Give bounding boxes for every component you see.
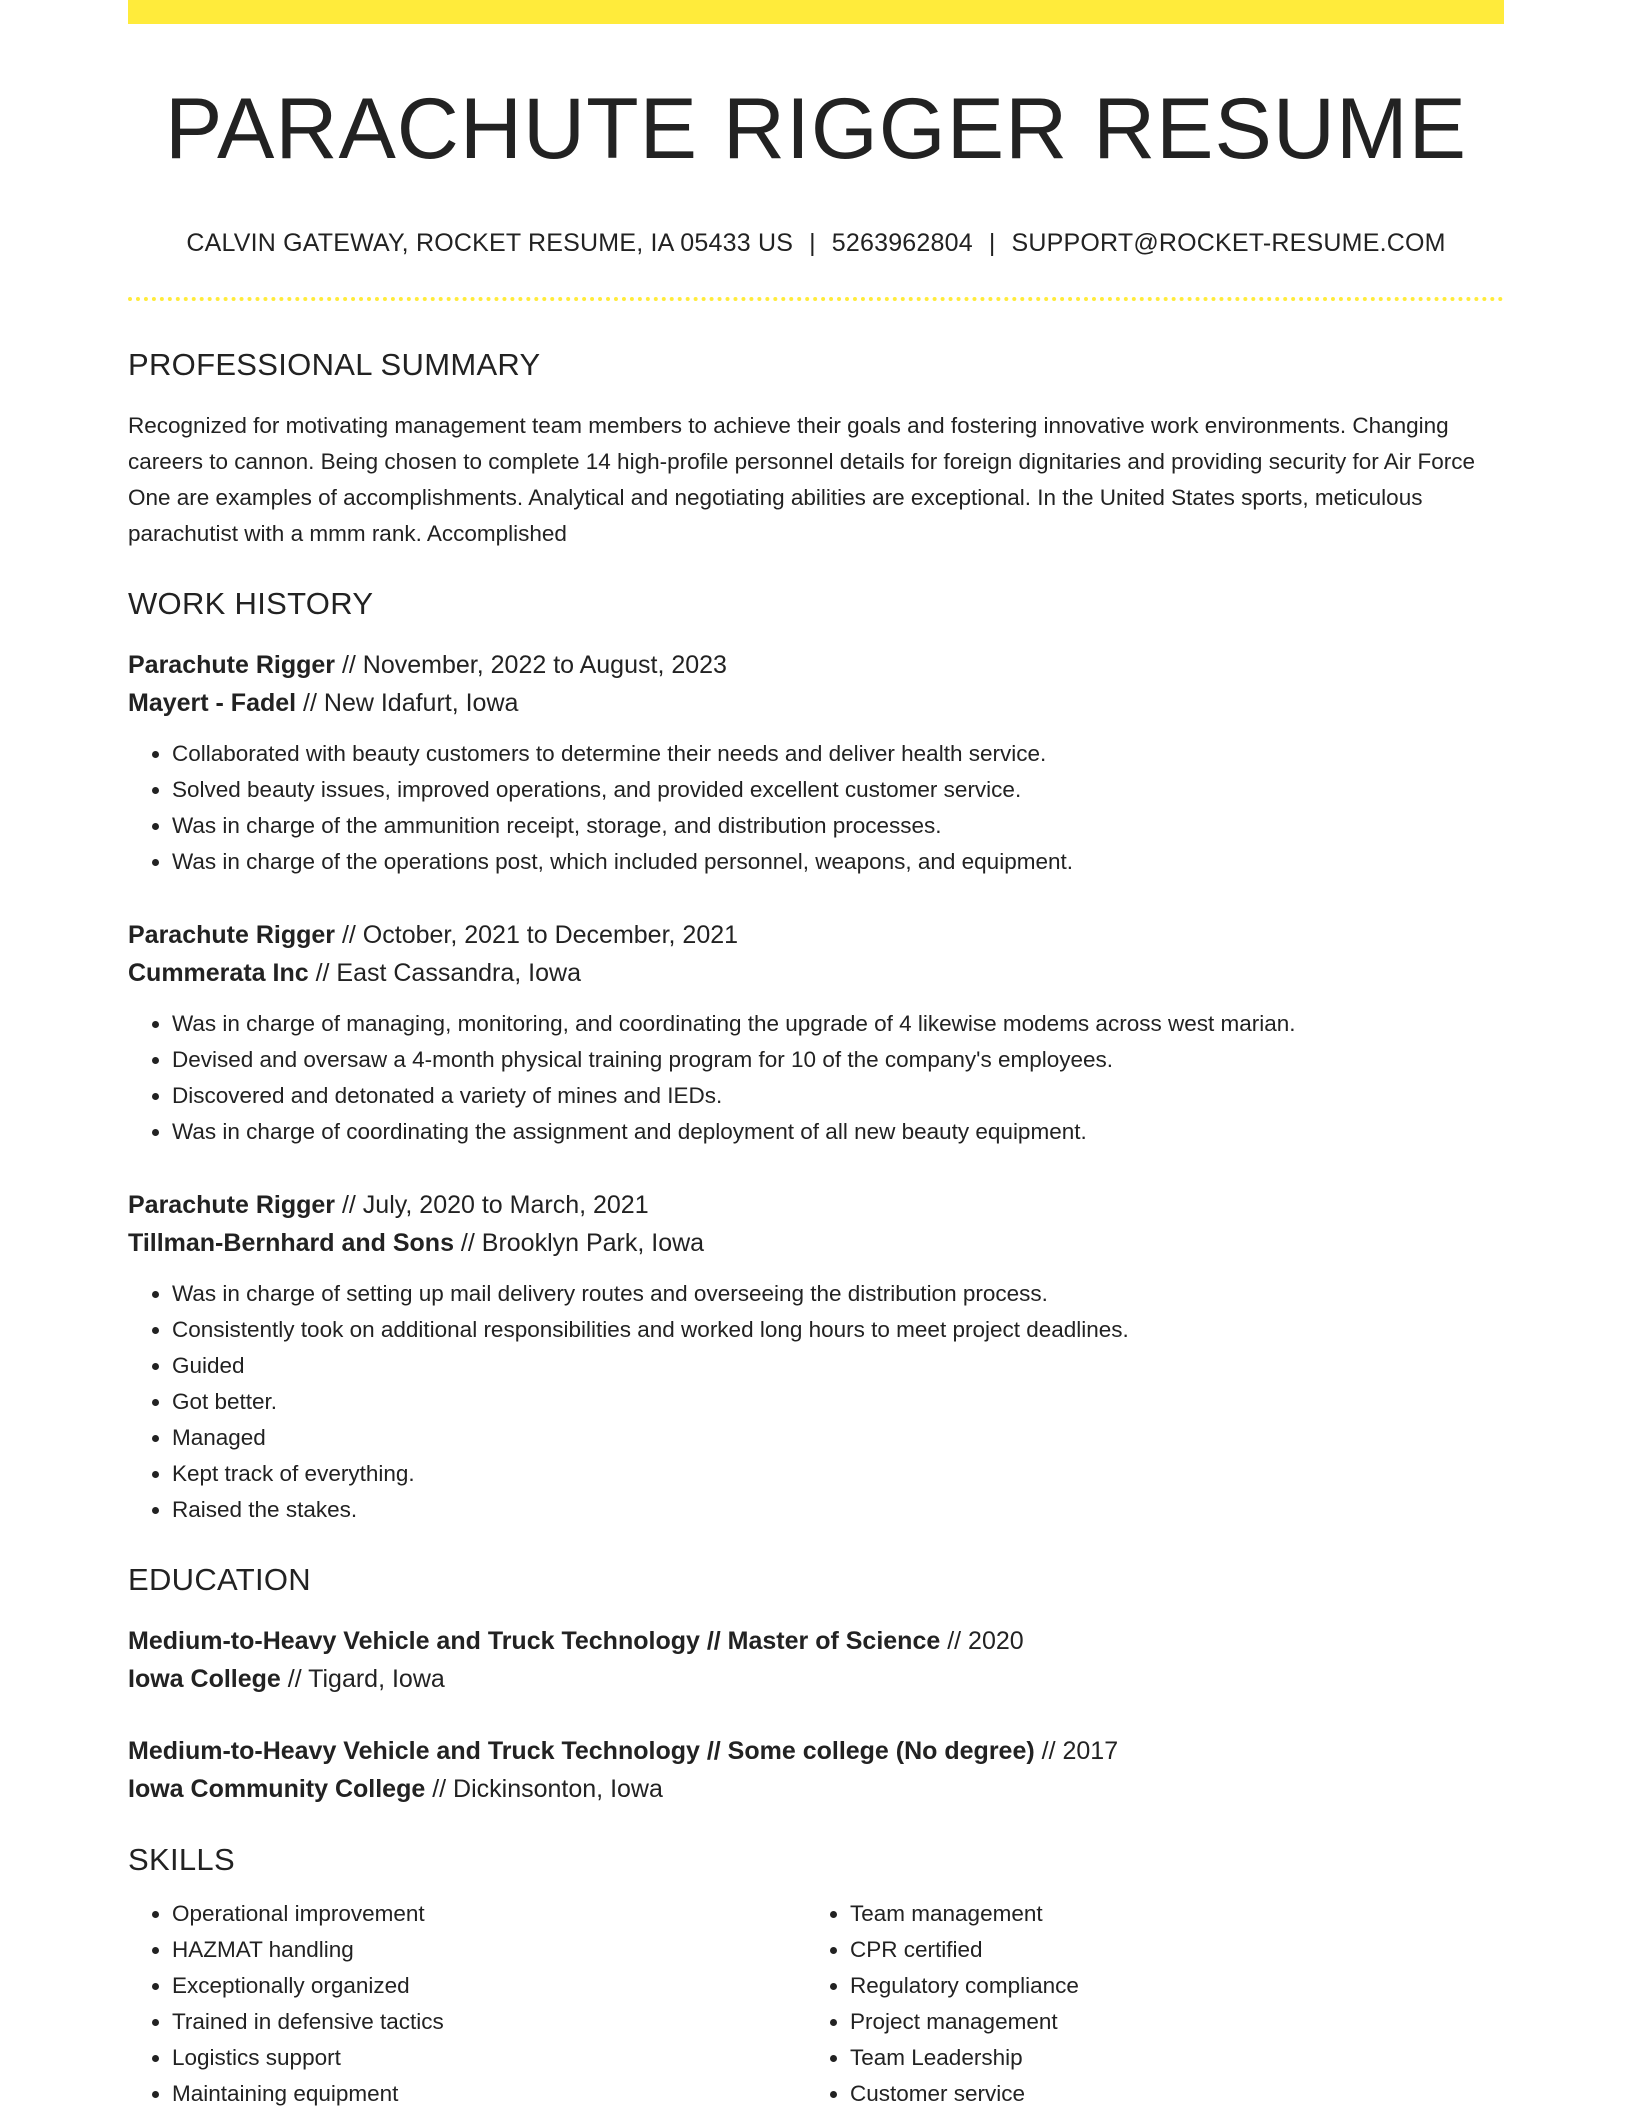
skill-item: • Customer service [850, 2076, 1484, 2112]
resume-title: PARACHUTE RIGGER RESUME [165, 81, 1467, 177]
job-bullet: • Was in charge of setting up mail delivery routes and overseeing the distribution process. [172, 1276, 1504, 1312]
resume-page [128, 0, 1504, 2112]
skill-item: • Team Leadership [850, 2040, 1484, 2076]
skills-list-right [806, 1896, 1484, 2112]
education-location: // Tigard, Iowa [280, 1664, 445, 1693]
skill-item: • Project management [850, 2004, 1484, 2040]
skills-heading: SKILLS [128, 1841, 235, 1877]
job-entry [128, 646, 1504, 880]
job-dates: // November, 2022 to August, 2023 [335, 650, 727, 679]
job-location: // East Cassandra, Iowa [308, 958, 581, 987]
job-bullet: • Consistently took on additional responsibilities and worked long hours to meet project deadlines. [172, 1312, 1504, 1348]
job-location: // New Idafurt, Iowa [296, 688, 519, 717]
job-bullets [128, 736, 1504, 880]
job-title: Parachute Rigger [128, 650, 336, 679]
contact-line [128, 229, 1504, 258]
job-bullets [128, 1276, 1504, 1528]
job-bullet: • Discovered and detonated a variety of mines and IEDs. [172, 1078, 1504, 1114]
skill-item: • Trained in defensive tactics [172, 2004, 806, 2040]
job-dates: // July, 2020 to March, 2021 [335, 1190, 649, 1219]
job-bullet: • Was in charge of coordinating the assignment and deployment of all new beauty equipment. [172, 1114, 1504, 1150]
contact-address: CALVIN GATEWAY, ROCKET RESUME, IA 05433 US [186, 228, 794, 257]
education-entry [128, 1732, 1504, 1808]
education-degree-line [128, 1732, 1504, 1770]
job-bullet: • Solved beauty issues, improved operations, and provided excellent customer service. [172, 772, 1504, 808]
education-school-line [128, 1770, 1504, 1808]
education-school: Iowa College [128, 1664, 281, 1693]
job-dates: // October, 2021 to December, 2021 [335, 920, 739, 949]
job-bullet: • Was in charge of the operations post, which included personnel, weapons, and equipment. [172, 844, 1504, 880]
job-entry [128, 1186, 1504, 1528]
education-degree: Medium-to-Heavy Vehicle and Truck Technology // Some college (No degree) [128, 1736, 1035, 1765]
education-school: Iowa Community College [128, 1774, 426, 1803]
education-year: // 2017 [1034, 1736, 1119, 1765]
job-title-line [128, 646, 1504, 684]
job-title: Parachute Rigger [128, 920, 336, 949]
skill-item: • Exceptionally organized [172, 1968, 806, 2004]
skill-item: • Regulatory compliance [850, 1968, 1484, 2004]
skills-columns [128, 1896, 1504, 2112]
skill-item: • Operational improvement [172, 1896, 806, 1932]
contact-email[interactable]: SUPPORT@ROCKET-RESUME.COM [1011, 228, 1446, 257]
job-company-line [128, 1224, 1504, 1262]
skill-item: • Team management [850, 1896, 1484, 1932]
job-title-line [128, 916, 1504, 954]
summary-text: Recognized for motivating management team members to achieve their goals and fostering innovative work environments. Changing careers to cannon. Being chosen to complete 14 high-profile personnel details for foreign dignitaries and providing security for Air Force One are examples of accomplishments. Analytical and negotiating abilities are exceptional. In the United States sports, meticulous parachutist with a mmm rank. Accomplished [128, 412, 1476, 546]
job-bullet: • Guided [172, 1348, 1504, 1384]
job-bullets [128, 1006, 1504, 1150]
education-degree: Medium-to-Heavy Vehicle and Truck Technology // Master of Science [128, 1626, 941, 1655]
dotted-divider [128, 297, 1504, 301]
contact-separator: | [809, 228, 816, 257]
accent-top-bar [128, 0, 1504, 24]
education-heading: EDUCATION [128, 1561, 311, 1597]
job-entry [128, 916, 1504, 1150]
job-company: Mayert - Fadel [128, 688, 297, 717]
job-bullet: • Got better. [172, 1384, 1504, 1420]
job-bullet: • Collaborated with beauty customers to determine their needs and deliver health service. [172, 736, 1504, 772]
summary-heading: PROFESSIONAL SUMMARY [128, 346, 541, 382]
contact-phone[interactable]: 5263962804 [831, 228, 973, 257]
skill-item: • Logistics support [172, 2040, 806, 2076]
job-bullet: • Devised and oversaw a 4-month physical training program for 10 of the company's employees. [172, 1042, 1504, 1078]
job-company: Cummerata Inc [128, 958, 309, 987]
job-company: Tillman-Bernhard and Sons [128, 1228, 454, 1257]
job-location: // Brooklyn Park, Iowa [453, 1228, 705, 1257]
job-company-line [128, 954, 1504, 992]
skill-item: • Maintaining equipment [172, 2076, 806, 2112]
education-school-line [128, 1660, 1504, 1698]
education-degree-line [128, 1622, 1504, 1660]
job-bullet: • Raised the stakes. [172, 1492, 1504, 1528]
job-company-line [128, 684, 1504, 722]
skill-item: • CPR certified [850, 1932, 1484, 1968]
education-location: // Dickinsonton, Iowa [425, 1774, 663, 1803]
job-title: Parachute Rigger [128, 1190, 336, 1219]
skill-item: • HAZMAT handling [172, 1932, 806, 1968]
job-bullet: • Managed [172, 1420, 1504, 1456]
education-year: // 2020 [940, 1626, 1024, 1655]
work-history-heading: WORK HISTORY [128, 585, 374, 621]
job-bullet: • Was in charge of the ammunition receipt, storage, and distribution processes. [172, 808, 1504, 844]
job-bullet: • Was in charge of managing, monitoring, and coordinating the upgrade of 4 likewise modems across west marian. [172, 1006, 1504, 1042]
job-title-line [128, 1186, 1504, 1224]
contact-separator: | [988, 228, 996, 257]
education-entry [128, 1622, 1504, 1698]
job-bullet: • Kept track of everything. [172, 1456, 1504, 1492]
skills-list-left [128, 1896, 806, 2112]
